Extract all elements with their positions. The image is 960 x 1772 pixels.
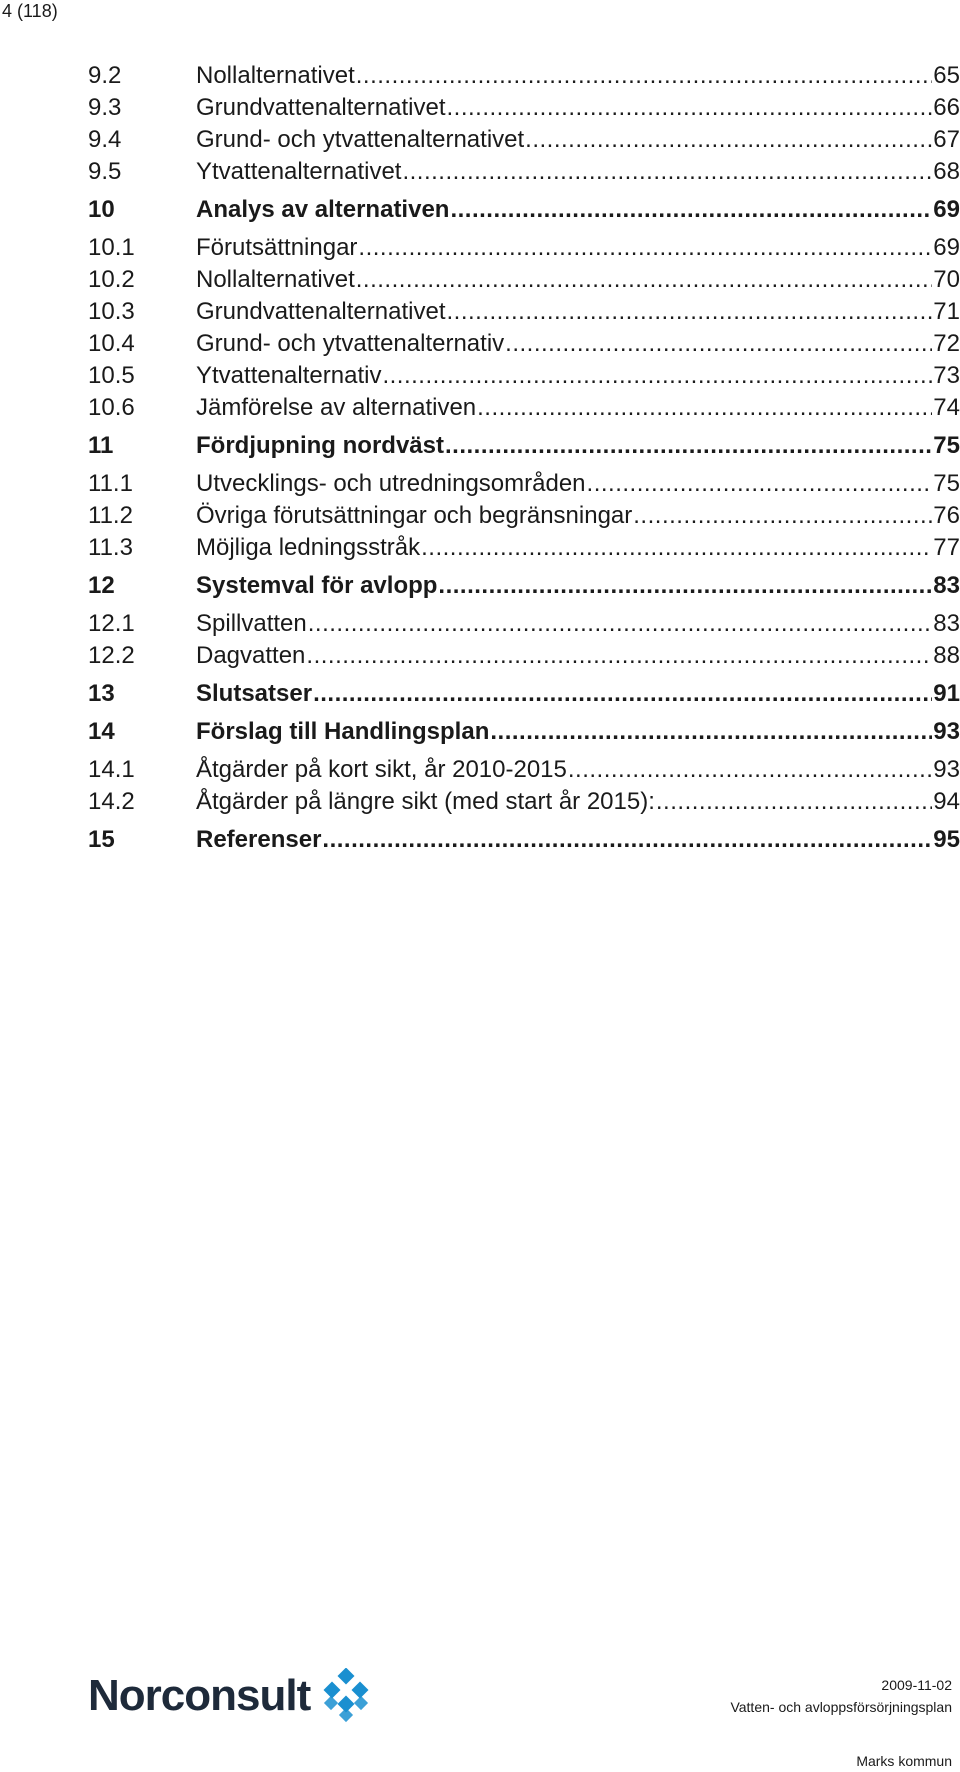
toc-dot-leader xyxy=(656,786,932,818)
toc-dot-leader xyxy=(490,716,932,748)
toc-entry-number: 10 xyxy=(88,196,115,223)
footer-info xyxy=(730,1674,952,1772)
toc-entry-number: 12.1 xyxy=(88,610,135,637)
toc-entry-number: 14 xyxy=(88,718,115,745)
toc-dot-leader xyxy=(477,392,932,424)
toc-entry-number: 10.1 xyxy=(88,234,135,261)
toc-entry-page: 75 xyxy=(933,470,960,497)
norconsult-diamond-icon xyxy=(318,1668,374,1724)
toc-entry-title: Grundvattenalternativet xyxy=(196,298,446,325)
toc-entry[interactable] xyxy=(88,124,960,156)
toc-entry-title: Åtgärder på kort sikt, år 2010-2015 xyxy=(196,756,567,783)
toc-entry-number: 15 xyxy=(88,826,115,853)
toc-entry-page: 69 xyxy=(933,234,960,261)
toc-entry-page: 75 xyxy=(933,432,960,459)
toc-entry-title: Dagvatten xyxy=(196,642,306,669)
toc-entry[interactable] xyxy=(88,608,960,640)
toc-entry-number: 9.5 xyxy=(88,158,122,185)
toc-entry-page: 74 xyxy=(933,394,960,421)
norconsult-logo xyxy=(88,1668,374,1724)
toc-entry-page: 69 xyxy=(933,196,960,223)
toc-entry-number: 10.6 xyxy=(88,394,135,421)
toc-dot-leader xyxy=(402,156,932,188)
toc-dot-leader xyxy=(322,824,932,856)
toc-entry-page: 93 xyxy=(933,718,960,745)
toc-entry-title: Jämförelse av alternativen xyxy=(196,394,477,421)
toc-dot-leader xyxy=(450,194,932,226)
toc-entry-number: 10.2 xyxy=(88,266,135,293)
footer-date: 2009-11-02 xyxy=(881,1677,952,1693)
toc-dot-leader xyxy=(421,532,932,564)
toc-entry-page: 66 xyxy=(933,94,960,121)
toc-entry-title: Grundvattenalternativet xyxy=(196,94,446,121)
toc-dot-leader xyxy=(313,678,932,710)
toc-dot-leader xyxy=(445,430,932,462)
toc-entry-page: 73 xyxy=(933,362,960,389)
toc-entry-title: Förutsättningar xyxy=(196,234,358,261)
toc-entry-page: 93 xyxy=(933,756,960,783)
toc-entry[interactable] xyxy=(88,754,960,786)
toc-entry-title: Utvecklings- och utredningsområden xyxy=(196,470,586,497)
toc-entry-page: 88 xyxy=(933,642,960,669)
toc-entry[interactable] xyxy=(88,60,960,92)
toc-entry-number: 13 xyxy=(88,680,115,707)
toc-entry[interactable] xyxy=(88,532,960,564)
toc-entry-title: Systemval för avlopp xyxy=(196,572,438,599)
toc-entry-title: Nollalternativet xyxy=(196,62,355,89)
toc-entry-title: Fördjupning nordväst xyxy=(196,432,444,459)
toc-entry-number: 9.4 xyxy=(88,126,122,153)
toc-entry-page: 95 xyxy=(933,826,960,853)
toc-dot-leader xyxy=(446,296,932,328)
toc-entry-number: 10.4 xyxy=(88,330,135,357)
toc-dot-leader xyxy=(587,468,933,500)
toc-entry-number: 12.2 xyxy=(88,642,135,669)
page-number: 4 (118) xyxy=(2,1,58,21)
toc-entry-page: 76 xyxy=(933,502,960,529)
toc-entry[interactable] xyxy=(88,640,960,672)
toc-entry-number: 10.3 xyxy=(88,298,135,325)
toc-entry-number: 14.1 xyxy=(88,756,135,783)
toc-entry-title: Grund- och ytvattenalternativ xyxy=(196,330,505,357)
toc-entry-page: 68 xyxy=(933,158,960,185)
footer-company: Marks kommun xyxy=(856,1753,952,1769)
toc-dot-leader xyxy=(382,360,932,392)
toc-entry-number: 10.5 xyxy=(88,362,135,389)
toc-dot-leader xyxy=(525,124,932,156)
toc-entry[interactable] xyxy=(88,194,960,226)
toc-entry-number: 12 xyxy=(88,572,115,599)
toc-entry-page: 65 xyxy=(933,62,960,89)
toc-entry-title: Analys av alternativen xyxy=(196,196,450,223)
toc-dot-leader xyxy=(446,92,932,124)
toc-entry-title: Nollalternativet xyxy=(196,266,355,293)
toc-entry-title: Övriga förutsättningar och begränsningar xyxy=(196,502,633,529)
toc-entry-page: 83 xyxy=(933,572,960,599)
logo-text: Norconsult xyxy=(88,1671,311,1720)
toc-entry-title: Möjliga ledningsstråk xyxy=(196,534,421,561)
toc-dot-leader xyxy=(633,500,932,532)
toc-entry-page: 94 xyxy=(933,788,960,815)
toc-dot-leader xyxy=(568,754,932,786)
toc-entry[interactable] xyxy=(88,500,960,532)
toc-entry-number: 11.3 xyxy=(88,534,133,561)
toc-entry-page: 70 xyxy=(933,266,960,293)
toc-dot-leader xyxy=(306,640,932,672)
toc-entry-page: 71 xyxy=(933,298,960,325)
toc-entry-number: 9.2 xyxy=(88,62,122,89)
toc-dot-leader xyxy=(308,608,933,640)
toc-dot-leader xyxy=(505,328,932,360)
toc-entry[interactable] xyxy=(88,678,960,710)
toc-entry[interactable] xyxy=(88,786,960,818)
toc-entry[interactable] xyxy=(88,232,960,264)
toc-dot-leader xyxy=(356,264,933,296)
toc-entry[interactable] xyxy=(88,328,960,360)
toc-entry-number: 9.3 xyxy=(88,94,122,121)
toc-entry-page: 77 xyxy=(933,534,960,561)
toc-entry[interactable] xyxy=(88,92,960,124)
toc-entry-page: 91 xyxy=(933,680,960,707)
toc-entry[interactable] xyxy=(88,716,960,748)
toc-entry-title: Referenser xyxy=(196,826,322,853)
toc-entry-page: 72 xyxy=(933,330,960,357)
toc-entry-number: 11.1 xyxy=(88,470,133,497)
toc-entry[interactable] xyxy=(88,156,960,188)
toc-entry[interactable] xyxy=(88,570,960,602)
toc-entry[interactable] xyxy=(88,264,960,296)
toc-dot-leader xyxy=(438,570,932,602)
footer-document-title: Vatten- och avloppsförsörjningsplan xyxy=(730,1699,952,1715)
toc-entry-title: Spillvatten xyxy=(196,610,307,637)
toc-entry[interactable] xyxy=(88,296,960,328)
toc-entry-number: 14.2 xyxy=(88,788,135,815)
toc-entry-number: 11 xyxy=(88,432,114,459)
toc-entry[interactable] xyxy=(88,430,960,462)
toc-entry-title: Åtgärder på längre sikt (med start år 2015): xyxy=(196,788,655,815)
toc-entry[interactable] xyxy=(88,392,960,424)
toc-entry-title: Ytvattenalternativet xyxy=(196,158,402,185)
toc-entry-title: Förslag till Handlingsplan xyxy=(196,718,490,745)
toc-entry-title: Slutsatser xyxy=(196,680,313,707)
toc-entry[interactable] xyxy=(88,824,960,856)
toc-entry[interactable] xyxy=(88,360,960,392)
toc-entry-title: Ytvattenalternativ xyxy=(196,362,382,389)
table-of-contents xyxy=(88,60,960,862)
toc-entry[interactable] xyxy=(88,468,960,500)
toc-dot-leader xyxy=(356,60,933,92)
toc-dot-leader xyxy=(358,232,932,264)
toc-entry-page: 67 xyxy=(933,126,960,153)
toc-entry-page: 83 xyxy=(933,610,960,637)
toc-entry-number: 11.2 xyxy=(88,502,133,529)
toc-entry-title: Grund- och ytvattenalternativet xyxy=(196,126,525,153)
